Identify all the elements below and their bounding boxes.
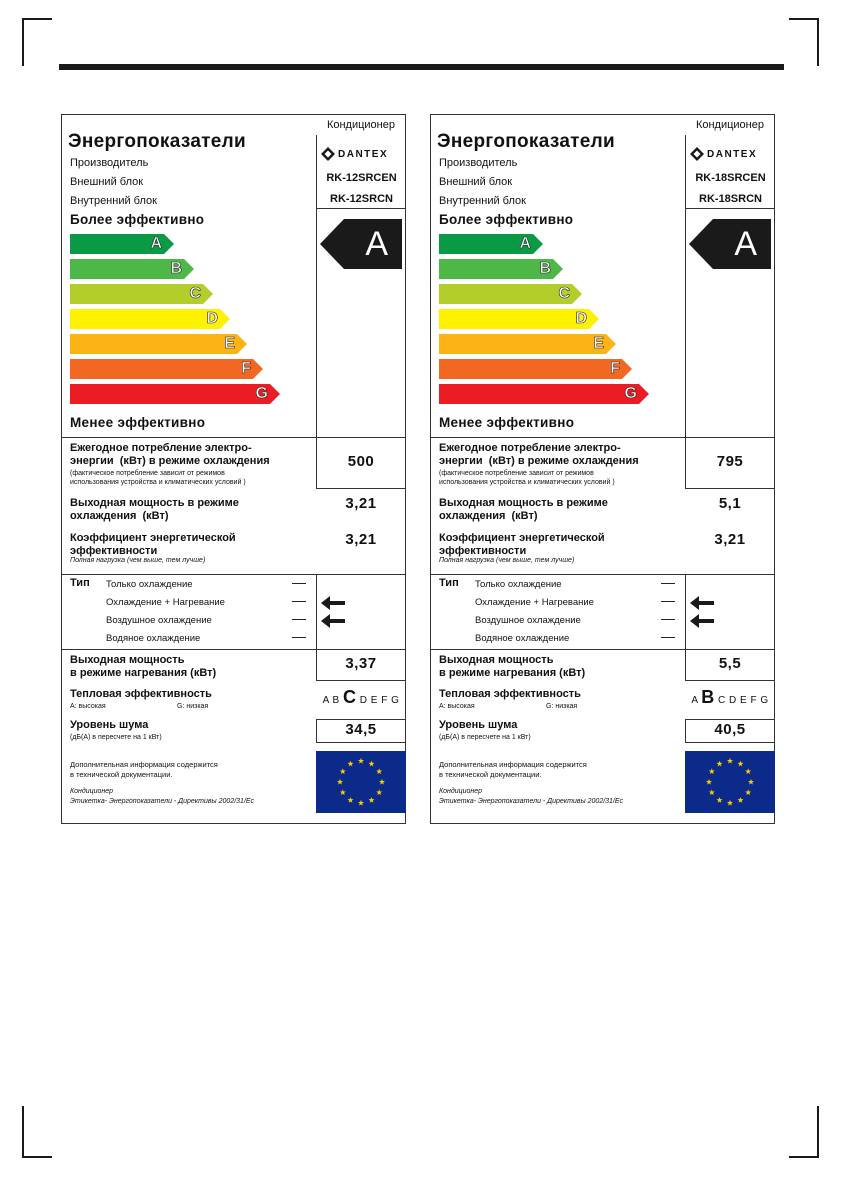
efficiency-bar-letter: D: [575, 310, 587, 327]
type-option: Только охлаждение: [475, 579, 562, 590]
efficiency-bar-letter: A: [519, 235, 531, 252]
efficiency-bar-b: [439, 259, 563, 279]
footer-appliance: Кондиционер: [439, 788, 483, 795]
brand-logo: [690, 147, 757, 161]
footer-directive: Этикетка- Энергопоказатели - Директивы 2002/31/Ec: [70, 798, 255, 805]
type-dash: [292, 637, 306, 638]
efficiency-bar-letter: A: [150, 235, 162, 252]
crop-mark-bottom-left-v: [22, 1106, 24, 1158]
model-outdoor: RK-12SRCEN: [326, 172, 397, 184]
crop-mark-top-left-h: [22, 18, 52, 20]
heat-power-label: Выходная мощность в режиме нагревания (кВт): [70, 654, 217, 679]
heat-eff-scale: A B C D E F G: [691, 687, 769, 707]
eer-value: 3,21: [714, 531, 746, 548]
appliance-type: Кондиционер: [695, 119, 764, 131]
eer-note: Полная нагрузка (чем выше, тем лучше): [439, 557, 575, 564]
type-dash: [292, 601, 306, 602]
crop-mark-bottom-right-h: [789, 1156, 819, 1158]
type-selected-arrow-icon: [690, 614, 714, 628]
efficiency-bar-e: [439, 334, 616, 354]
brand-logo: [321, 147, 388, 161]
type-dash: [661, 601, 675, 602]
noise-label: Уровень шума: [439, 719, 518, 731]
heat-power-value: 5,5: [718, 655, 742, 672]
brand-name: DANTEX: [338, 148, 389, 160]
type-label: Тип: [439, 577, 459, 589]
consumption-label: Ежегодное потребление электро- энергии (кВт) в режиме охлаждения: [70, 442, 270, 467]
type-option: Охлаждение + Нагревание: [106, 597, 225, 608]
footer-appliance: Кондиционер: [70, 788, 114, 795]
heat-eff-scale: A B C D E F G: [322, 687, 400, 707]
consumption-note: (фактическое потребление зависит от режимов использования устройства и климатических условий ): [439, 470, 615, 486]
dantex-logo-icon: [690, 147, 704, 161]
rating-letter: A: [365, 225, 388, 263]
type-option: Водяное охлаждение: [106, 633, 201, 644]
type-label: Тип: [70, 577, 90, 589]
model-indoor: RK-18SRCN: [699, 193, 762, 205]
info-text: Дополнительная информация содержится в технической документации.: [439, 760, 587, 779]
type-selected-arrow-icon: [321, 614, 345, 628]
cool-power-label: Выходная мощность в режиме охлаждения (кВт): [70, 497, 239, 522]
model-outdoor: RK-18SRCEN: [695, 172, 766, 184]
efficiency-bar-b: [70, 259, 194, 279]
efficiency-bar-letter: C: [189, 285, 201, 302]
efficiency-bar-c: [70, 284, 213, 304]
outdoor-unit-row: Внешний блок: [439, 176, 513, 188]
efficiency-bar-letter: E: [224, 335, 235, 352]
type-option: Только охлаждение: [106, 579, 193, 590]
eer-label: Коэффициент энергетической эффективности: [70, 532, 236, 557]
rating-arrow: [689, 219, 771, 269]
eu-flag: [685, 751, 775, 813]
heat-eff-label: Тепловая эффективность: [439, 688, 581, 700]
indoor-unit-row: Внутренний блок: [439, 195, 526, 207]
efficiency-bar-letter: C: [558, 285, 570, 302]
crop-mark-bottom-right-v: [817, 1106, 819, 1158]
heat-eff-low: G: низкая: [546, 703, 578, 710]
rating-arrow-shape: [320, 219, 402, 269]
eu-flag: [316, 751, 406, 813]
energy-label-1: [61, 114, 406, 824]
efficiency-bar-f: [70, 359, 263, 379]
eu-stars-icon: [685, 751, 775, 813]
consumption-value: 795: [716, 453, 744, 470]
efficiency-bar-g: [70, 384, 280, 404]
more-efficient-heading: Более эффективно: [70, 212, 205, 227]
crop-mark-top-left-v: [22, 18, 24, 66]
noise-label: Уровень шума: [70, 719, 149, 731]
model-indoor: RK-12SRCN: [330, 193, 393, 205]
footer-directive: Этикетка- Энергопоказатели - Директивы 2002/31/Ec: [439, 798, 624, 805]
type-box: [316, 574, 406, 649]
efficiency-bar-d: [439, 309, 599, 329]
efficiency-bar-letter: B: [539, 260, 551, 277]
efficiency-bar-g: [439, 384, 649, 404]
heat-power-value: 3,37: [345, 655, 377, 672]
rating-arrow-shape: [689, 219, 771, 269]
indoor-unit-row: Внутренний блок: [70, 195, 157, 207]
noise-note: (дБ(A) в пересчете на 1 кВт): [439, 734, 531, 741]
divider-vertical: [685, 209, 686, 439]
info-text: Дополнительная информация содержится в технической документации.: [70, 760, 218, 779]
heat-eff-high: A: высокая: [70, 703, 106, 710]
efficiency-bar-letter: F: [610, 360, 620, 377]
energy-label-2: [430, 114, 775, 824]
crop-mark-top-right-v: [817, 18, 819, 66]
brand-box: [316, 135, 406, 209]
rating-letter: A: [734, 225, 757, 263]
crop-mark-top-right-h: [789, 18, 819, 20]
type-dash: [292, 583, 306, 584]
heat-eff-label: Тепловая эффективность: [70, 688, 212, 700]
outdoor-unit-row: Внешний блок: [70, 176, 144, 188]
eer-note: Полная нагрузка (чем выше, тем лучше): [70, 557, 206, 564]
heat-eff-low: G: низкая: [177, 703, 209, 710]
efficiency-bar-letter: E: [593, 335, 604, 352]
heat-eff-class: C: [342, 687, 357, 707]
type-option: Воздушное охлаждение: [106, 615, 212, 626]
cool-power-value: 3,21: [345, 495, 377, 512]
efficiency-bar-d: [70, 309, 230, 329]
header-rule: [59, 64, 784, 70]
type-option: Водяное охлаждение: [475, 633, 570, 644]
eer-value: 3,21: [345, 531, 377, 548]
type-dash: [661, 637, 675, 638]
heat-power-label: Выходная мощность в режиме нагревания (кВт): [439, 654, 586, 679]
efficiency-bar-e: [70, 334, 247, 354]
efficiency-bar-c: [439, 284, 582, 304]
noise-value: 40,5: [714, 721, 746, 738]
divider-vertical: [316, 209, 317, 439]
brand-name: DANTEX: [707, 148, 758, 160]
brand-box: [685, 135, 775, 209]
cool-power-value: 5,1: [718, 495, 742, 512]
eer-label: Коэффициент энергетической эффективности: [439, 532, 605, 557]
noise-note: (дБ(A) в пересчете на 1 кВт): [70, 734, 162, 741]
manufacturer-row: Производитель: [439, 157, 518, 169]
type-dash: [661, 583, 675, 584]
efficiency-bar-letter: F: [241, 360, 251, 377]
efficiency-bar-f: [439, 359, 632, 379]
crop-mark-bottom-left-h: [22, 1156, 52, 1158]
efficiency-bar-a: [70, 234, 174, 254]
consumption-label: Ежегодное потребление электро- энергии (кВт) в режиме охлаждения: [439, 442, 639, 467]
less-efficient-heading: Менее эффективно: [70, 415, 206, 430]
cool-power-label: Выходная мощность в режиме охлаждения (кВт): [439, 497, 608, 522]
type-dash: [661, 619, 675, 620]
efficiency-bar-letter: D: [206, 310, 218, 327]
type-option: Воздушное охлаждение: [475, 615, 581, 626]
label-title: Энергопоказатели: [68, 131, 247, 152]
type-box: [685, 574, 775, 649]
efficiency-bar-letter: G: [624, 385, 637, 402]
more-efficient-heading: Более эффективно: [439, 212, 574, 227]
efficiency-bar-letter: G: [255, 385, 268, 402]
type-dash: [292, 619, 306, 620]
label-title: Энергопоказатели: [437, 131, 616, 152]
consumption-value: 500: [347, 453, 375, 470]
rating-arrow: [320, 219, 402, 269]
noise-value: 34,5: [345, 721, 377, 738]
manufacturer-row: Производитель: [70, 157, 149, 169]
consumption-note: (фактическое потребление зависит от режимов использования устройства и климатических условий ): [70, 470, 246, 486]
dantex-logo-icon: [321, 147, 335, 161]
type-selected-arrow-icon: [690, 596, 714, 610]
eu-stars-icon: [316, 751, 406, 813]
heat-eff-high: A: высокая: [439, 703, 475, 710]
efficiency-bar-a: [439, 234, 543, 254]
heat-eff-class: B: [701, 687, 715, 707]
less-efficient-heading: Менее эффективно: [439, 415, 575, 430]
type-selected-arrow-icon: [321, 596, 345, 610]
efficiency-bar-letter: B: [170, 260, 182, 277]
appliance-type: Кондиционер: [326, 119, 395, 131]
type-option: Охлаждение + Нагревание: [475, 597, 594, 608]
